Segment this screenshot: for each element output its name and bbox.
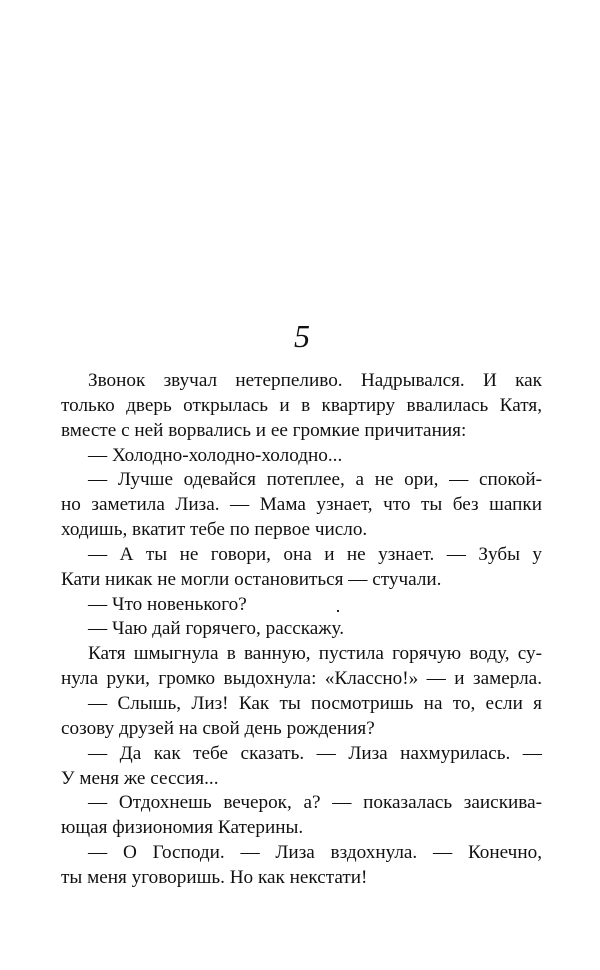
text-line: — О Господи. — Лиза вздохнула. — Конечно, <box>88 842 542 864</box>
text-line: — Холодно-холодно-холодно... <box>88 444 343 466</box>
text-line: ты меня уговоришь. Но как некстати! <box>61 866 368 888</box>
text-line: — А ты не говори, она и не узнает. — Зубы у <box>88 543 542 565</box>
chapter-text <box>61 369 542 891</box>
text-line: Катя шмыгнула в ванную, пустила горячую воду, су- <box>88 643 542 665</box>
text-line: созову друзей на свой день рождения? <box>61 717 375 739</box>
text-line: — Лучше одевайся потеплее, а не ори, — спокой- <box>88 469 542 491</box>
text-line: — Слышь, Лиз! Как ты посмотришь на то, если я <box>88 692 542 714</box>
text-line: ходишь, вкатит тебе по первое число. <box>61 519 368 541</box>
text-line: — Отдохнешь вечерок, а? — показалась заискива- <box>88 792 542 814</box>
text-line: Кати никак не могли остановиться — стучали. <box>61 568 442 590</box>
text-line: — Что новенького? <box>88 593 247 615</box>
text-line: нула руки, громко выдохнула: «Классно!» — и замерла. <box>61 668 542 690</box>
text-line: но заметила Лиза. — Мама узнает, что ты без шапки <box>61 494 542 516</box>
text-line: ющая физиономия Катерины. <box>61 817 304 839</box>
scan-speck <box>337 610 339 612</box>
text-line: вместе с ней ворвались и ее громкие причитания: <box>61 419 467 441</box>
text-line: У меня же сессия... <box>61 767 219 789</box>
text-line: только дверь открылась и в квартиру ввалилась Катя, <box>61 394 542 416</box>
text-line: Звонок звучал нетерпеливо. Надрывался. И как <box>88 370 542 391</box>
text-line: — Да как тебе сказать. — Лиза нахмурилась. — <box>88 742 542 764</box>
chapter-number: 5 <box>294 318 310 354</box>
text-line: — Чаю дай горячего, расскажу. <box>88 618 345 640</box>
